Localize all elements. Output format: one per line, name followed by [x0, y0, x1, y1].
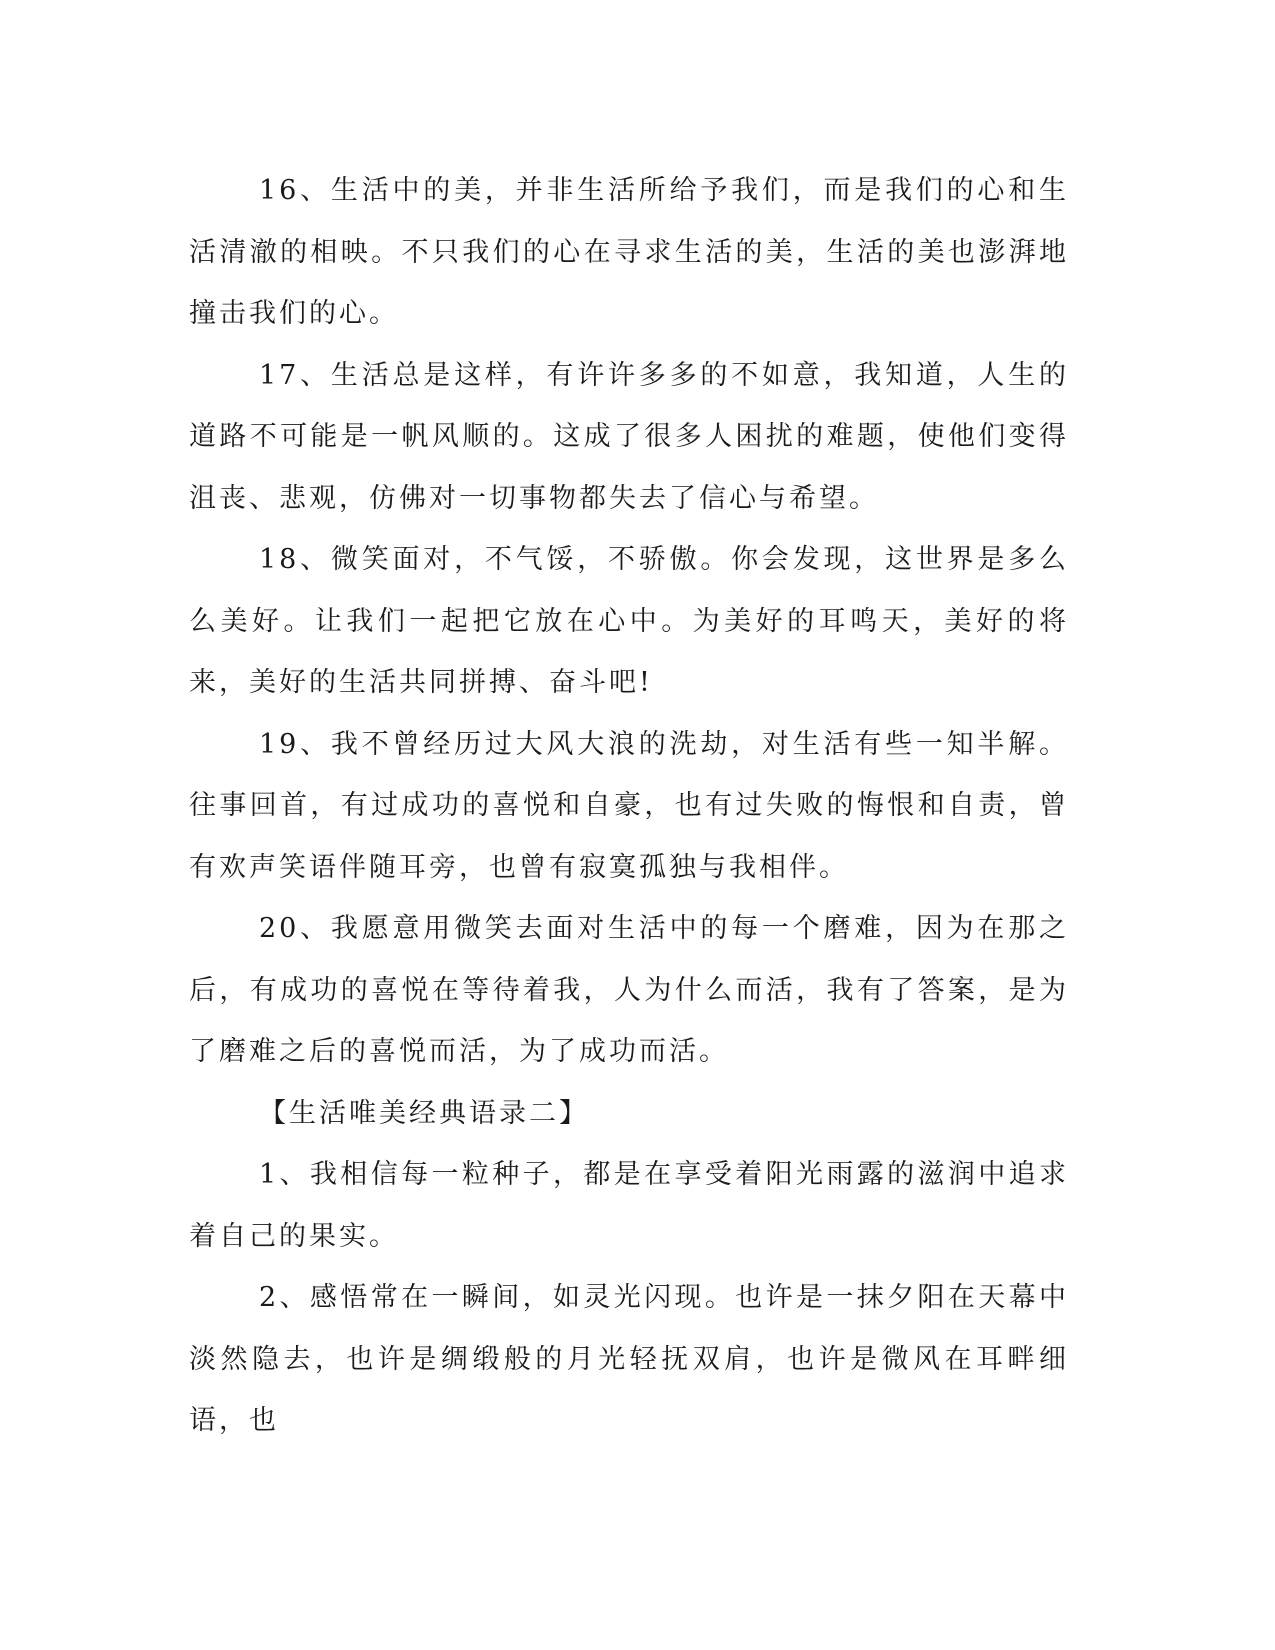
- paragraph-17: 17、生活总是这样，有许许多多的不如意，我知道，人生的道路不可能是一帆风顺的。这成了很多人困扰的难题，使他们变得沮丧、悲观，仿佛对一切事物都失去了信心与希望。: [189, 359, 1069, 514]
- paragraph-20: 20、我愿意用微笑去面对生活中的每一个磨难，因为在那之后，有成功的喜悦在等待着我，人为什么而活，我有了答案，是为了磨难之后的喜悦而活，为了成功而活。: [189, 913, 1069, 1067]
- paragraph-18: 18、微笑面对，不气馁，不骄傲。你会发现，这世界是多么么美好。让我们一起把它放在心中。为美好的耳鸣天，美好的将来，美好的生活共同拼搏、奋斗吧!: [189, 544, 1069, 698]
- section-paragraph-2: 2、感悟常在一瞬间，如灵光闪现。也许是一抹夕阳在天幕中淡然隐去，也许是绸缎般的月光轻抚双肩，也许是微风在耳畔细语，也: [189, 1282, 1069, 1436]
- section-heading: 【生活唯美经典语录二】: [259, 1097, 589, 1129]
- section-paragraph-1: 1、我相信每一粒种子，都是在享受着阳光雨露的滋润中追求着自己的果实。: [189, 1159, 1069, 1252]
- paragraph-19: 19、我不曾经历过大风大浪的洗劫，对生活有些一知半解。往事回首，有过成功的喜悦和自豪，也有过失败的悔恨和自责，曾有欢声笑语伴随耳旁，也曾有寂寞孤独与我相伴。: [189, 728, 1069, 883]
- document-body: [189, 160, 1069, 1452]
- paragraph-16: 16、生活中的美，并非生活所给予我们，而是我们的心和生活清澈的相映。不只我们的心在寻求生活的美，生活的美也澎湃地撞击我们的心。: [189, 175, 1069, 329]
